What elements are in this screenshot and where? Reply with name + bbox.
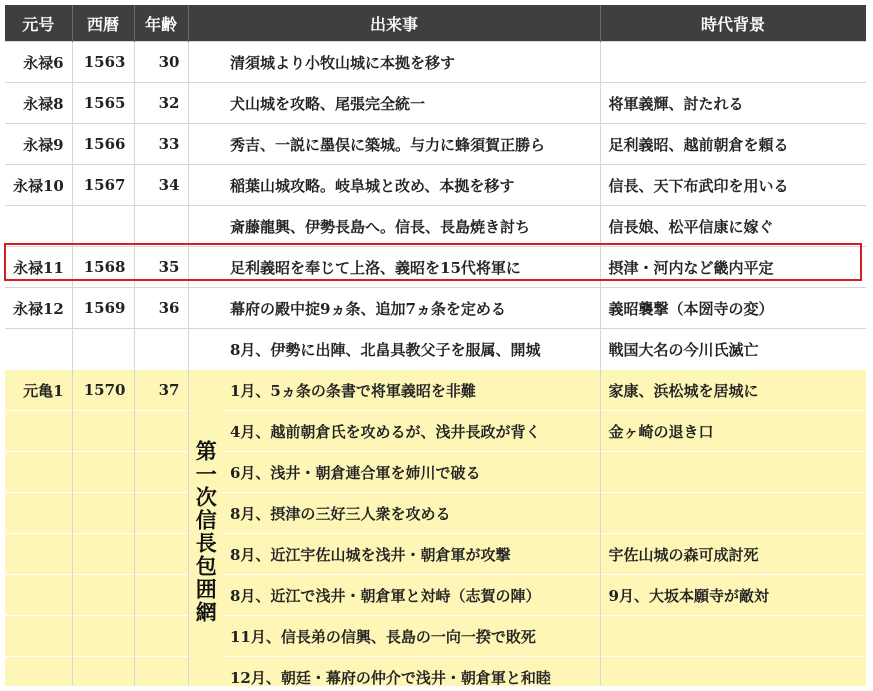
- table-row: [5, 452, 866, 493]
- background-cell: 信長、天下布武印を用いる: [600, 165, 866, 206]
- table-row: [5, 411, 866, 452]
- age-cell: [134, 534, 188, 575]
- event-cell: 6月、浅井・朝倉連合軍を姉川で破る: [222, 452, 600, 493]
- spacer-cell: [188, 165, 222, 206]
- event-cell: 1月、5ヵ条の条書で将軍義昭を非難: [222, 370, 600, 411]
- year-cell: 1569: [72, 288, 134, 329]
- event-cell: 斎藤龍興、伊勢長島へ。信長、長島焼き討ち: [222, 206, 600, 247]
- age-cell: [134, 206, 188, 247]
- encirclement-label-cell: [188, 370, 222, 687]
- year-cell: [72, 616, 134, 657]
- background-cell: [600, 42, 866, 83]
- spacer-cell: [188, 288, 222, 329]
- age-cell: [134, 411, 188, 452]
- era-cell: 元亀1: [5, 370, 72, 411]
- age-cell: 33: [134, 124, 188, 165]
- spacer-cell: [188, 83, 222, 124]
- table-row: [5, 493, 866, 534]
- era-cell: 永禄12: [5, 288, 72, 329]
- era-cell: [5, 534, 72, 575]
- background-cell: [600, 616, 866, 657]
- background-cell: 家康、浜松城を居城に: [600, 370, 866, 411]
- era-cell: [5, 616, 72, 657]
- header-year: 西暦: [72, 5, 134, 42]
- chronology-table-frame: [5, 5, 866, 686]
- table-row: [5, 534, 866, 575]
- age-cell: 36: [134, 288, 188, 329]
- year-cell: [72, 206, 134, 247]
- table-row: [5, 83, 866, 124]
- year-cell: [72, 575, 134, 616]
- era-cell: 永禄9: [5, 124, 72, 165]
- era-cell: 永禄10: [5, 165, 72, 206]
- background-cell: 9月、大坂本願寺が敵対: [600, 575, 866, 616]
- event-cell: 幕府の殿中掟9ヵ条、追加7ヵ条を定める: [222, 288, 600, 329]
- event-cell: 12月、朝廷・幕府の仲介で浅井・朝倉軍と和睦: [222, 657, 600, 687]
- year-cell: 1567: [72, 165, 134, 206]
- background-cell: 足利義昭、越前朝倉を頼る: [600, 124, 866, 165]
- table-row: [5, 329, 866, 370]
- event-cell: 4月、越前朝倉氏を攻めるが、浅井長政が背く: [222, 411, 600, 452]
- era-cell: [5, 329, 72, 370]
- age-cell: [134, 452, 188, 493]
- header-age: 年齢: [134, 5, 188, 42]
- year-cell: [72, 657, 134, 687]
- era-cell: 永禄6: [5, 42, 72, 83]
- table-row-highlighted: [5, 247, 866, 288]
- era-cell: [5, 452, 72, 493]
- background-cell: 戦国大名の今川氏滅亡: [600, 329, 866, 370]
- era-cell: [5, 575, 72, 616]
- table-row: [5, 575, 866, 616]
- age-cell: [134, 657, 188, 687]
- age-cell: 30: [134, 42, 188, 83]
- background-cell: [600, 452, 866, 493]
- event-cell: 8月、摂津の三好三人衆を攻める: [222, 493, 600, 534]
- table-row: [5, 616, 866, 657]
- year-cell: [72, 452, 134, 493]
- event-cell: 清須城より小牧山城に本拠を移す: [222, 42, 600, 83]
- chronology-table: [5, 5, 866, 686]
- era-cell: [5, 657, 72, 687]
- year-cell: [72, 329, 134, 370]
- encirclement-label: 第一次信長包囲網: [193, 439, 219, 624]
- table-row: [5, 370, 866, 411]
- era-cell: 永禄8: [5, 83, 72, 124]
- event-cell: 犬山城を攻略、尾張完全統一: [222, 83, 600, 124]
- event-cell: 11月、信長弟の信興、長島の一向一揆で敗死: [222, 616, 600, 657]
- table-row: [5, 206, 866, 247]
- year-cell: 1565: [72, 83, 134, 124]
- header-era: 元号: [5, 5, 72, 42]
- event-cell: 8月、伊勢に出陣、北畠具教父子を服属、開城: [222, 329, 600, 370]
- spacer-cell: [188, 247, 222, 288]
- era-cell: 永禄11: [5, 247, 72, 288]
- age-cell: 37: [134, 370, 188, 411]
- era-cell: [5, 493, 72, 534]
- table-row: [5, 42, 866, 83]
- background-cell: [600, 493, 866, 534]
- age-cell: [134, 493, 188, 534]
- header-event: 出来事: [188, 5, 600, 42]
- table-row: [5, 657, 866, 687]
- year-cell: [72, 493, 134, 534]
- era-cell: [5, 411, 72, 452]
- year-cell: 1570: [72, 370, 134, 411]
- age-cell: [134, 329, 188, 370]
- header-background: 時代背景: [600, 5, 866, 42]
- event-cell: 秀吉、一説に墨俣に築城。与力に蜂須賀正勝ら: [222, 124, 600, 165]
- event-cell: 8月、近江で浅井・朝倉軍と対峙（志賀の陣）: [222, 575, 600, 616]
- event-cell: 稲葉山城攻略。岐阜城と改め、本拠を移す: [222, 165, 600, 206]
- background-cell: 宇佐山城の森可成討死: [600, 534, 866, 575]
- table-row: [5, 124, 866, 165]
- age-cell: [134, 575, 188, 616]
- table-row: [5, 165, 866, 206]
- background-cell: 信長娘、松平信康に嫁ぐ: [600, 206, 866, 247]
- age-cell: 34: [134, 165, 188, 206]
- spacer-cell: [188, 329, 222, 370]
- spacer-cell: [188, 42, 222, 83]
- event-cell: 足利義昭を奉じて上洛、義昭を15代将軍に: [222, 247, 600, 288]
- background-cell: 義昭襲撃（本圀寺の変）: [600, 288, 866, 329]
- spacer-cell: [188, 124, 222, 165]
- year-cell: [72, 534, 134, 575]
- header-row: [5, 5, 866, 42]
- era-cell: [5, 206, 72, 247]
- year-cell: 1568: [72, 247, 134, 288]
- event-cell: 8月、近江宇佐山城を浅井・朝倉軍が攻撃: [222, 534, 600, 575]
- background-cell: 金ヶ崎の退き口: [600, 411, 866, 452]
- age-cell: 35: [134, 247, 188, 288]
- table-row: [5, 288, 866, 329]
- spacer-cell: [188, 206, 222, 247]
- age-cell: [134, 616, 188, 657]
- background-cell: [600, 657, 866, 687]
- background-cell: 摂津・河内など畿内平定: [600, 247, 866, 288]
- year-cell: 1566: [72, 124, 134, 165]
- year-cell: 1563: [72, 42, 134, 83]
- year-cell: [72, 411, 134, 452]
- age-cell: 32: [134, 83, 188, 124]
- background-cell: 将軍義輝、討たれる: [600, 83, 866, 124]
